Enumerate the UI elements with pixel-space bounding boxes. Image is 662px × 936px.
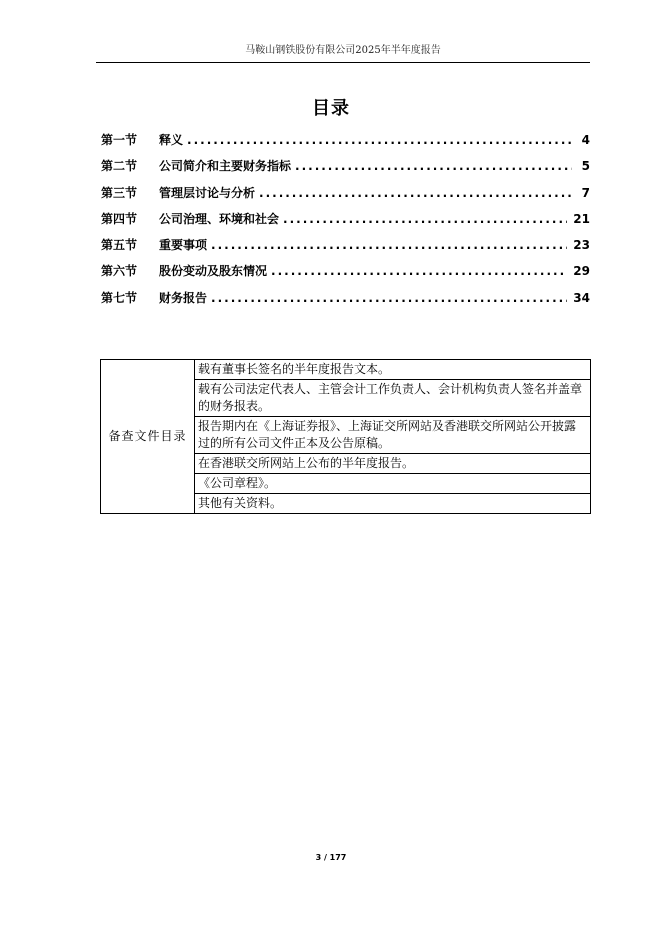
toc-leader-dots <box>295 157 572 175</box>
toc-section-number: 第四节 <box>101 211 138 226</box>
toc-section-name: 股份变动及股东情况 <box>159 264 268 279</box>
toc-leader-dots <box>211 289 567 307</box>
toc-leader-dots <box>283 210 567 228</box>
toc-section-number: 第五节 <box>101 238 138 253</box>
toc-section-name: 公司简介和主要财务指标 <box>159 159 292 174</box>
toc-section-name: 释义 <box>159 133 184 147</box>
page-footer <box>0 852 662 864</box>
reference-documents-table <box>100 359 591 514</box>
toc-title: 目录 <box>312 98 350 119</box>
reference-document-item: 报告期内在《上海证券报》、上海证交所网站及香港联交所网站公开披露过的所有公司文件正本及公告原稿。 <box>195 417 591 454</box>
toc-entry[interactable] <box>101 262 590 288</box>
toc-leader-dots <box>187 131 572 149</box>
toc-entry[interactable] <box>101 289 590 315</box>
table-row <box>101 360 591 380</box>
toc-entry[interactable] <box>101 210 590 236</box>
toc-section-name: 财务报告 <box>159 290 208 305</box>
reference-document-item: 载有董事长签名的半年度报告文本。 <box>195 360 591 380</box>
toc-page-number: 34 <box>573 290 590 305</box>
reference-documents-label: 备查文件目录 <box>101 360 195 514</box>
toc-page-number: 5 <box>581 159 590 174</box>
toc-entry[interactable] <box>101 184 590 210</box>
toc-page-number: 29 <box>573 264 590 279</box>
toc-leader-dots <box>211 236 567 254</box>
toc-entry[interactable] <box>101 131 590 157</box>
toc-page-number: 7 <box>581 185 590 200</box>
reference-document-item: 其他有关资料。 <box>195 494 591 514</box>
page-header <box>96 44 590 63</box>
toc-page-number: 23 <box>573 238 590 253</box>
toc-entry[interactable] <box>101 157 590 183</box>
reference-document-item: 载有公司法定代表人、主管会计工作负责人、会计机构负责人签名并盖章的财务报表。 <box>195 380 591 417</box>
toc-section-name: 重要事项 <box>159 238 208 253</box>
header-title: 马鞍山钢铁股份有限公司2025年半年度报告 <box>245 45 441 56</box>
table-of-contents <box>101 131 590 315</box>
toc-section-number: 第七节 <box>101 290 138 305</box>
toc-section-name: 管理层讨论与分析 <box>159 185 256 200</box>
toc-page-number: 21 <box>573 211 590 226</box>
toc-section-number: 第六节 <box>101 264 138 279</box>
toc-leader-dots <box>271 262 567 280</box>
toc-entry[interactable] <box>101 236 590 262</box>
toc-page-number: 4 <box>581 133 590 147</box>
toc-leader-dots <box>259 184 572 202</box>
toc-section-number: 第一节 <box>101 133 138 147</box>
toc-section-name: 公司治理、环境和社会 <box>159 211 280 226</box>
reference-document-item: 《公司章程》。 <box>195 474 591 494</box>
reference-document-item: 在香港联交所网站上公布的半年度报告。 <box>195 454 591 474</box>
page-indicator: 3 / 177 <box>315 853 347 862</box>
toc-section-number: 第三节 <box>101 185 138 200</box>
toc-section-number: 第二节 <box>101 159 138 174</box>
